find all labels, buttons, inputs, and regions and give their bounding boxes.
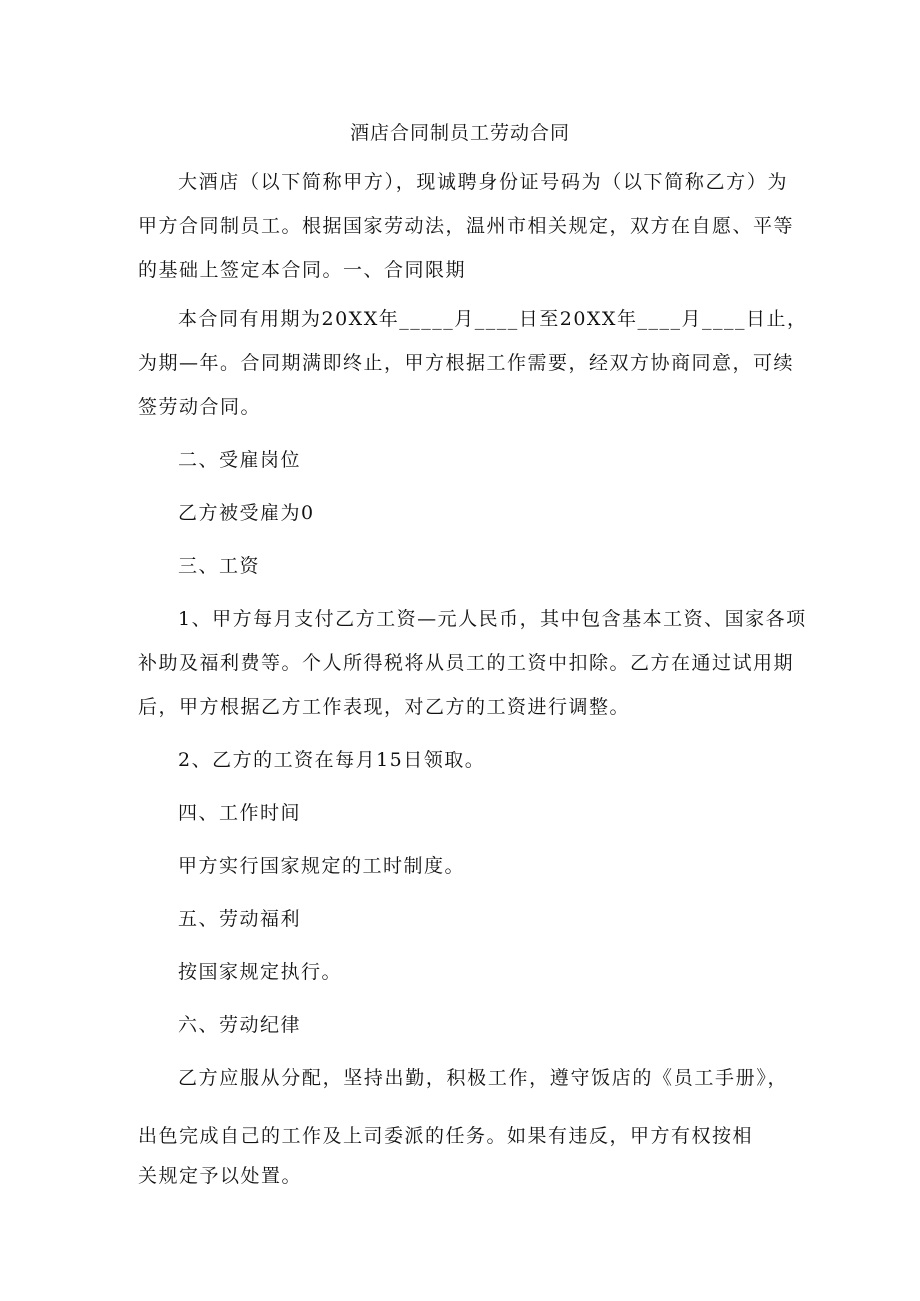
section-heading: 六、劳动纪律 [178, 1014, 302, 1036]
paragraph-line: 为期—年。合同期满即终止，甲方根据工作需要，经双方协商同意，可续 [138, 352, 795, 374]
paragraph-line: 补助及福利费等。个人所得税将从员工的工资中扣除。乙方在通过试用期 [138, 652, 795, 674]
paragraph-line: 乙方应服从分配，坚持出勤，积极工作，遵守饭店的《员工手册》， [178, 1067, 788, 1089]
paragraph-line: 关规定予以处置。 [138, 1165, 303, 1187]
paragraph-line: 甲方合同制员工。根据国家劳动法，温州市相关规定，双方在自愿、平等 [138, 215, 795, 237]
paragraph-line: 乙方被受雇为0 [178, 502, 315, 524]
paragraph-line: 的基础上签定本合同。一、合同限期 [138, 259, 467, 281]
paragraph-line: 出色完成自己的工作及上司委派的任务。如果有违反，甲方有权按相 [138, 1125, 754, 1147]
section-heading: 二、受雇岗位 [178, 449, 302, 471]
section-heading: 五、劳动福利 [178, 908, 302, 930]
document-title: 酒店合同制员工劳动合同 [349, 122, 570, 144]
paragraph-line: 2、乙方的工资在每月15日领取。 [178, 749, 486, 771]
paragraph-line: 签劳动合同。 [138, 396, 262, 418]
paragraph-line: 甲方实行国家规定的工时制度。 [178, 855, 466, 877]
paragraph-line: 后，甲方根据乙方工作表现，对乙方的工资进行调整。 [138, 696, 631, 718]
paragraph-line: 本合同有用期为20XX年_____月____日至20XX年____月____日止， [178, 308, 808, 330]
paragraph-line: 1、甲方每月支付乙方工资—元人民币，其中包含基本工资、国家各项 [178, 608, 807, 630]
document-body [138, 160, 808, 1194]
section-heading: 三、工资 [178, 555, 261, 577]
section-heading: 四、工作时间 [178, 802, 302, 824]
paragraph-line: 大酒店（以下简称甲方），现诚聘身份证号码为（以下简称乙方）为 [178, 171, 788, 193]
paragraph-line: 按国家规定执行。 [178, 961, 343, 983]
